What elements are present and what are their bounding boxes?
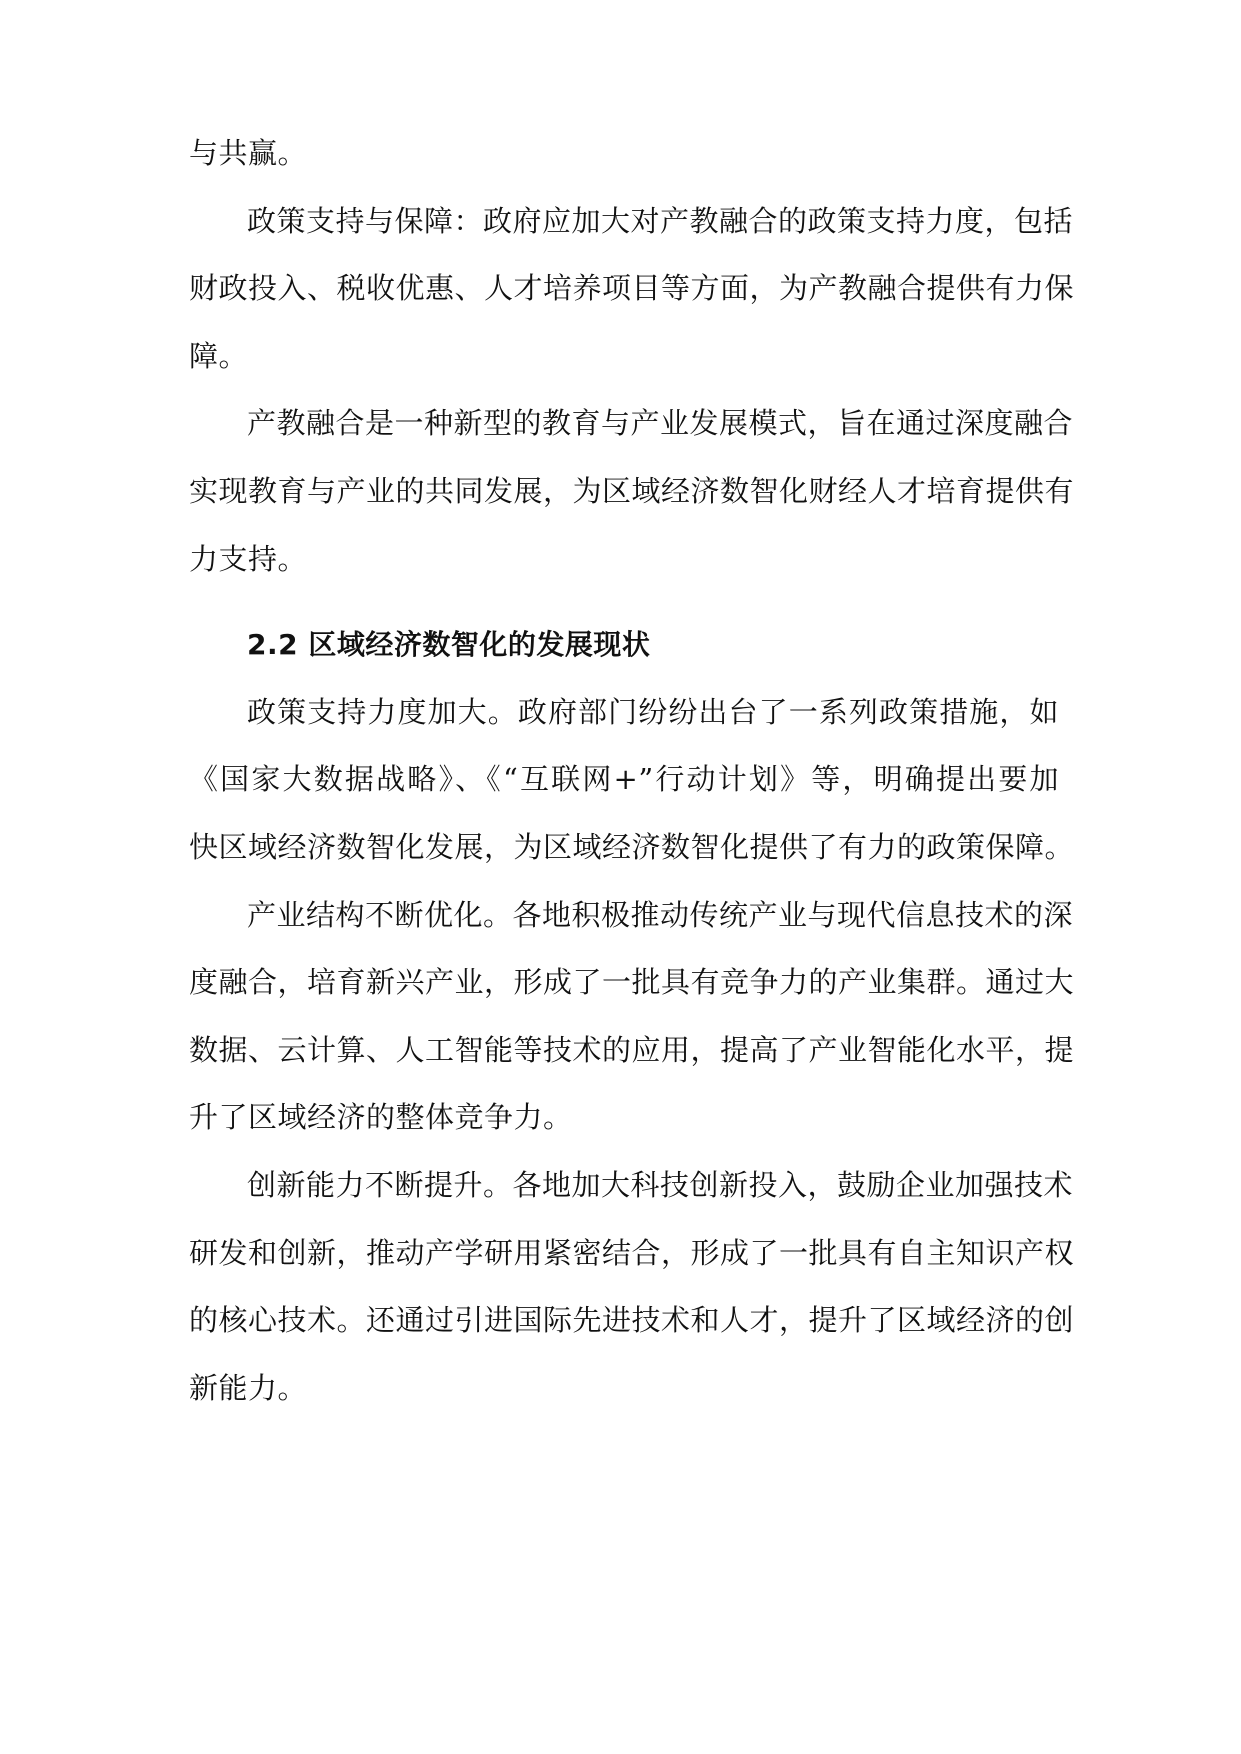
text-line-17: 研发和创新，推动产学研用紧密结合，形成了一批具有自主知识产权 xyxy=(189,1236,1075,1270)
text-line-19: 新能力。 xyxy=(189,1371,308,1405)
text-line-10: 《国家大数据战略》、《“互联网+”行动计划》等，明确提出要加 xyxy=(189,762,1059,796)
text-line-1: 与共赢。 xyxy=(189,136,308,170)
text-line-5: 产教融合是一种新型的教育与产业发展模式，旨在通过深度融合 xyxy=(247,406,1074,440)
section-heading: 2.2 区域经济数智化的发展现状 xyxy=(247,628,651,661)
text-line-2: 政策支持与保障：政府应加大对产教融合的政策支持力度，包括 xyxy=(247,204,1074,238)
text-line-16: 创新能力不断提升。各地加大科技创新投入，鼓励企业加强技术 xyxy=(247,1168,1074,1202)
text-line-14: 数据、云计算、人工智能等技术的应用，提高了产业智能化水平，提 xyxy=(189,1033,1075,1067)
text-line-7: 力支持。 xyxy=(189,542,308,576)
text-line-13: 度融合，培育新兴产业，形成了一批具有竞争力的产业集群。通过大 xyxy=(189,965,1075,999)
text-line-9: 政策支持力度加大。政府部门纷纷出台了一系列政策措施，如 xyxy=(247,695,1059,729)
text-line-11: 快区域经济数智化发展，为区域经济数智化提供了有力的政策保障。 xyxy=(189,830,1075,864)
text-line-12: 产业结构不断优化。各地积极推动传统产业与现代信息技术的深 xyxy=(247,898,1074,932)
text-line-4: 障。 xyxy=(189,339,249,373)
text-line-3: 财政投入、税收优惠、人才培养项目等方面，为产教融合提供有力保 xyxy=(189,271,1075,305)
text-line-18: 的核心技术。还通过引进国际先进技术和人才，提升了区域经济的创 xyxy=(189,1303,1075,1337)
text-line-6: 实现教育与产业的共同发展，为区域经济数智化财经人才培育提供有 xyxy=(189,474,1075,508)
text-line-15: 升了区域经济的整体竞争力。 xyxy=(189,1100,573,1134)
